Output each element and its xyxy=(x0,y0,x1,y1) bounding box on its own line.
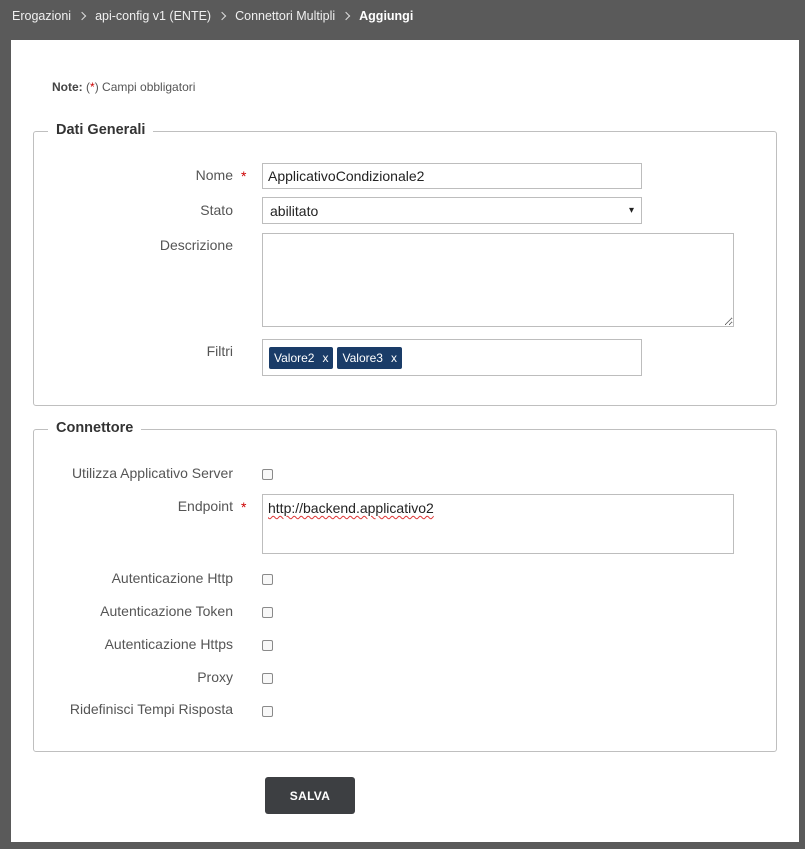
note-text: Campi obbligatori xyxy=(98,80,196,94)
note-prefix: Note: xyxy=(52,80,83,94)
form-panel xyxy=(11,40,799,842)
autenticazione-http-label: Autenticazione Http xyxy=(111,570,233,586)
breadcrumb xyxy=(0,0,805,32)
remove-tag-icon[interactable]: x xyxy=(390,350,397,365)
note-star: * xyxy=(90,80,95,94)
endpoint-required-mark: * xyxy=(241,499,247,515)
utilizza-applicativo-server-label: Utilizza Applicativo Server xyxy=(71,465,233,481)
endpoint-textarea[interactable] xyxy=(262,494,734,554)
autenticazione-http-checkbox[interactable] xyxy=(262,574,273,585)
stato-select[interactable] xyxy=(262,197,642,224)
proxy-checkbox[interactable] xyxy=(262,673,273,684)
stato-label: Stato xyxy=(200,202,233,218)
caret-down-icon: ▾ xyxy=(628,205,634,216)
remove-tag-icon[interactable]: x xyxy=(322,350,329,365)
endpoint-value: http://backend.applicativo2 xyxy=(268,500,434,516)
ridefinisci-tempi-risposta-label: Ridefinisci Tempi Risposta xyxy=(69,701,233,717)
filtri-tag-input[interactable] xyxy=(262,339,642,376)
chevron-right-icon xyxy=(78,12,86,20)
connettore-legend: Connettore xyxy=(48,420,141,436)
connettore-section xyxy=(33,420,777,752)
autenticazione-token-label: Autenticazione Token xyxy=(100,603,233,619)
endpoint-label: Endpoint xyxy=(177,498,233,514)
autenticazione-https-label: Autenticazione Https xyxy=(104,636,233,652)
ridefinisci-tempi-risposta-checkbox[interactable] xyxy=(262,706,273,717)
note-open: ( xyxy=(86,80,91,94)
breadcrumb-api-config[interactable]: api-config v1 (ENTE) xyxy=(95,9,212,23)
chevron-right-icon xyxy=(342,12,350,20)
descrizione-textarea[interactable] xyxy=(262,233,734,327)
salva-button[interactable]: SALVA xyxy=(265,777,355,814)
breadcrumb-aggiungi: Aggiungi xyxy=(359,9,414,23)
stato-selected-value: abilitato xyxy=(270,202,319,219)
proxy-label: Proxy xyxy=(197,669,233,685)
breadcrumb-erogazioni[interactable]: Erogazioni xyxy=(12,9,72,23)
filtro-tag-label: Valore2 xyxy=(274,350,315,365)
filtro-tag-label: Valore3 xyxy=(342,350,383,365)
filtro-tag xyxy=(269,347,333,369)
descrizione-label: Descrizione xyxy=(159,237,233,253)
autenticazione-token-checkbox[interactable] xyxy=(262,607,273,618)
note-close: ) xyxy=(94,80,99,94)
filtro-tag xyxy=(337,347,401,369)
dati-generali-legend: Dati Generali xyxy=(48,122,153,138)
autenticazione-https-checkbox[interactable] xyxy=(262,640,273,651)
filtri-label: Filtri xyxy=(206,343,233,359)
dati-generali-section xyxy=(33,122,777,406)
breadcrumb-connettori-multipli[interactable]: Connettori Multipli xyxy=(235,9,336,23)
chevron-right-icon xyxy=(218,12,226,20)
nome-input[interactable] xyxy=(262,163,642,189)
required-note xyxy=(52,80,195,94)
utilizza-applicativo-server-checkbox[interactable] xyxy=(262,469,273,480)
nome-label: Nome xyxy=(195,167,233,183)
nome-required-mark: * xyxy=(241,168,247,184)
